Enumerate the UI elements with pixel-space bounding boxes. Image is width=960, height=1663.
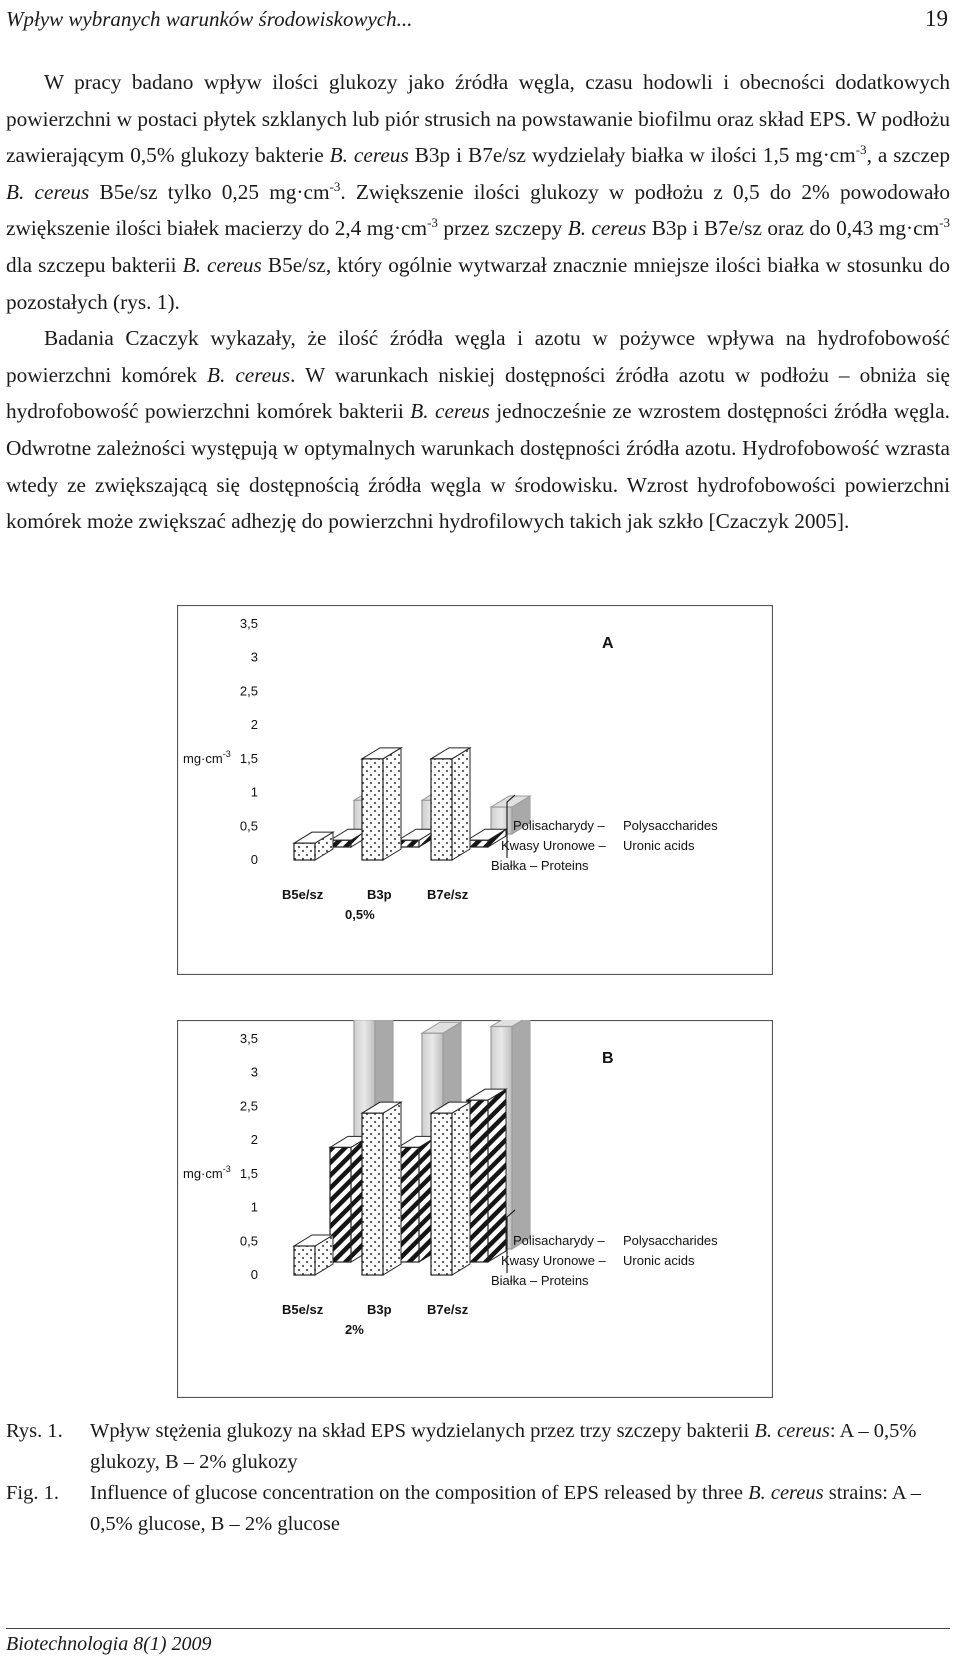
text-run: B5e/sz, który ogólnie wytwarzał znacznie mniejsze ilości białka w stosunku do pozostałych (rys. 1). bbox=[6, 252, 950, 314]
chart-b bbox=[177, 1020, 773, 1398]
legend-label: Polysaccharides bbox=[623, 818, 718, 833]
legend-label: Kwasy Uronowe – bbox=[501, 838, 606, 853]
y-tick-label: 2 bbox=[250, 717, 258, 733]
figure-caption bbox=[6, 1416, 950, 1540]
caption-text-run: : A – 0,5% glukozy, B – 2% glukozy bbox=[90, 1420, 917, 1473]
bar-side bbox=[452, 1102, 470, 1275]
paragraph-1 bbox=[6, 64, 950, 320]
y-tick-label: 3 bbox=[250, 1064, 258, 1080]
legend-label: Białka – Proteins bbox=[491, 858, 589, 873]
bar-front bbox=[362, 759, 383, 860]
bar-front bbox=[362, 1113, 383, 1275]
species-name: B. cereus bbox=[754, 1420, 830, 1442]
text-run: Badania Czaczyk wykazały, że ilość źródła węgla i azotu w pożywce wpływa na hydrofobowość powierzchni komórek bbox=[6, 326, 950, 387]
panel-label: A bbox=[602, 635, 614, 652]
x-group-label: 0,5% bbox=[345, 907, 375, 922]
x-category-label: B7e/sz bbox=[427, 887, 469, 902]
exponent: -3 bbox=[855, 142, 867, 158]
journal-citation: Biotechnologia 8(1) 2009 bbox=[6, 1633, 212, 1655]
bar-front bbox=[294, 1246, 315, 1275]
y-axis-label: $mg\cdot cm^{-3}$ bbox=[183, 748, 231, 766]
y-tick-label: 1,5 bbox=[239, 750, 258, 766]
y-tick-label: 2,5 bbox=[239, 683, 258, 699]
text-run: dla szczepu bakterii bbox=[6, 252, 183, 277]
caption-english bbox=[6, 1478, 950, 1540]
bar-side bbox=[383, 748, 401, 860]
text-run: . W warunkach niskiej dostępności źródła azotu w podłożu – obniża się hydrofobowość powierzchni komórek bakterii bbox=[6, 362, 950, 424]
y-tick-label: 0,5 bbox=[239, 818, 258, 834]
bar-proteins-B3p bbox=[362, 1102, 401, 1275]
caption-text-run: strains: A – 0,5% glucose, B – 2% glucose bbox=[90, 1482, 921, 1535]
page-number: 19 bbox=[925, 6, 948, 31]
y-tick-label: 0 bbox=[250, 852, 258, 867]
figure-a bbox=[177, 605, 773, 975]
bar-proteins-B3p bbox=[362, 748, 401, 860]
y-tick-label: 0,5 bbox=[239, 1233, 258, 1249]
legend-label: Polysaccharides bbox=[623, 1233, 718, 1248]
legend-label: Kwasy Uronowe – bbox=[501, 1253, 606, 1268]
text-run: B5e/sz tylko 0,25 mg bbox=[89, 179, 297, 204]
legend-label: Polisacharydy – bbox=[513, 1233, 605, 1248]
legend-label: Uronic acids bbox=[623, 838, 695, 853]
y-tick-label: 3 bbox=[250, 649, 258, 665]
text-run: . Zwiększenie ilości glukozy w podłożu z 0,5 do 2% powodowało zwiększenie ilości białek macierzy do 2,4 mg bbox=[6, 179, 950, 241]
species-name: B. cereus bbox=[206, 362, 291, 387]
body-text bbox=[6, 64, 950, 540]
bar-side bbox=[488, 1089, 506, 1262]
text-run: , a szczep bbox=[866, 143, 951, 168]
y-tick-label: 3,5 bbox=[239, 616, 258, 631]
panel-label: B bbox=[602, 1050, 614, 1067]
bar-front bbox=[431, 759, 452, 860]
bar-front bbox=[294, 843, 315, 860]
species-name: B. cereus bbox=[748, 1482, 824, 1504]
unit: ·cm bbox=[393, 216, 428, 241]
chart-a bbox=[177, 605, 773, 975]
species-name: B. cereus bbox=[410, 399, 490, 424]
text-run: B3p i B7e/sz wydzielały białka w ilości 1,5 mg bbox=[408, 143, 823, 168]
x-category-label: B5e/sz bbox=[282, 887, 324, 902]
text-run: przez szczepy bbox=[437, 216, 568, 241]
bar-proteins-B7e/sz bbox=[431, 748, 470, 860]
legend-label: Polisacharydy – bbox=[513, 818, 605, 833]
species-name: B. cereus bbox=[182, 252, 262, 277]
caption-text-run: Wpływ stężenia glukozy na skład EPS wydzielanych przez trzy szczepy bakterii bbox=[90, 1420, 755, 1442]
caption-text-run: Influence of glucose concentration on the composition of EPS released by three bbox=[90, 1482, 749, 1504]
unit: ·cm bbox=[906, 216, 940, 241]
exponent: -3 bbox=[939, 215, 951, 231]
species-name: B. cereus bbox=[329, 143, 409, 168]
chart-frame bbox=[178, 606, 773, 975]
legend-label: Uronic acids bbox=[623, 1253, 695, 1268]
page-header bbox=[6, 2, 948, 36]
x-category-label: B3p bbox=[367, 887, 392, 902]
bar-uronic-B7e/sz bbox=[467, 1089, 506, 1262]
species-name: B. cereus bbox=[6, 179, 90, 204]
bar-proteins-B7e/sz bbox=[431, 1102, 470, 1275]
text-run: B3p i B7e/sz oraz do 0,43 mg bbox=[646, 216, 907, 241]
y-tick-label: 1,5 bbox=[239, 1165, 258, 1181]
caption-polish bbox=[6, 1416, 950, 1478]
caption-text bbox=[90, 1478, 950, 1540]
y-axis-label: $mg\cdot cm^{-3}$ bbox=[183, 1163, 231, 1181]
figure-b bbox=[177, 1020, 773, 1398]
caption-label: Fig. 1. bbox=[6, 1482, 59, 1504]
bar-front bbox=[431, 1113, 452, 1275]
exponent: -3 bbox=[427, 215, 438, 231]
x-group-label: 2% bbox=[345, 1322, 364, 1337]
species-name: B. cereus bbox=[567, 216, 647, 241]
bar-side bbox=[452, 748, 470, 860]
y-tick-label: 3,5 bbox=[239, 1031, 258, 1046]
x-category-label: B5e/sz bbox=[282, 1302, 324, 1317]
bar-side bbox=[383, 1102, 401, 1275]
unit: ·cm bbox=[822, 143, 856, 168]
y-tick-label: 0 bbox=[250, 1267, 258, 1282]
text-run: W pracy badano wpływ ilości glukozy jako źródła węgla, czasu hodowli i obecności dodatkowych powierzchni w postaci płytek szklanych lub piór strusich na powstawanie biofilmu oraz skład EPS. W podłożu zawierającym 0,5% glukozy bakterie bbox=[6, 70, 950, 168]
y-tick-label: 2 bbox=[250, 1132, 258, 1148]
caption-text bbox=[90, 1416, 950, 1478]
x-category-label: B3p bbox=[367, 1302, 392, 1317]
page-footer bbox=[6, 1628, 950, 1656]
y-tick-label: 1 bbox=[250, 1199, 258, 1215]
running-title: Wpływ wybranych warunków środowiskowych... bbox=[6, 6, 413, 31]
legend-label: Białka – Proteins bbox=[491, 1273, 589, 1288]
exponent: -3 bbox=[329, 178, 341, 194]
paragraph-2 bbox=[6, 320, 950, 540]
y-tick-label: 1 bbox=[250, 784, 258, 800]
y-tick-label: 2,5 bbox=[239, 1098, 258, 1114]
unit: ·cm bbox=[296, 179, 330, 204]
text-run: jednocześnie ze wzrostem dostępności źródła węgla. Odwrotne zależności występują w optymalnych warunkach dostępności źródła azotu. Hydrofobowość wzrasta wtedy ze zwiększającą się dostępnością źródła węgla w środowisku. Wzrost hydrofobowości powierzchni komórek może zwiększać adhezję do powierzchni hydrofilowych takich jak szkło [Czaczyk 2005]. bbox=[6, 399, 951, 534]
x-category-label: B7e/sz bbox=[427, 1302, 469, 1317]
bar-side bbox=[512, 1020, 530, 1249]
caption-label: Rys. 1. bbox=[6, 1420, 63, 1442]
